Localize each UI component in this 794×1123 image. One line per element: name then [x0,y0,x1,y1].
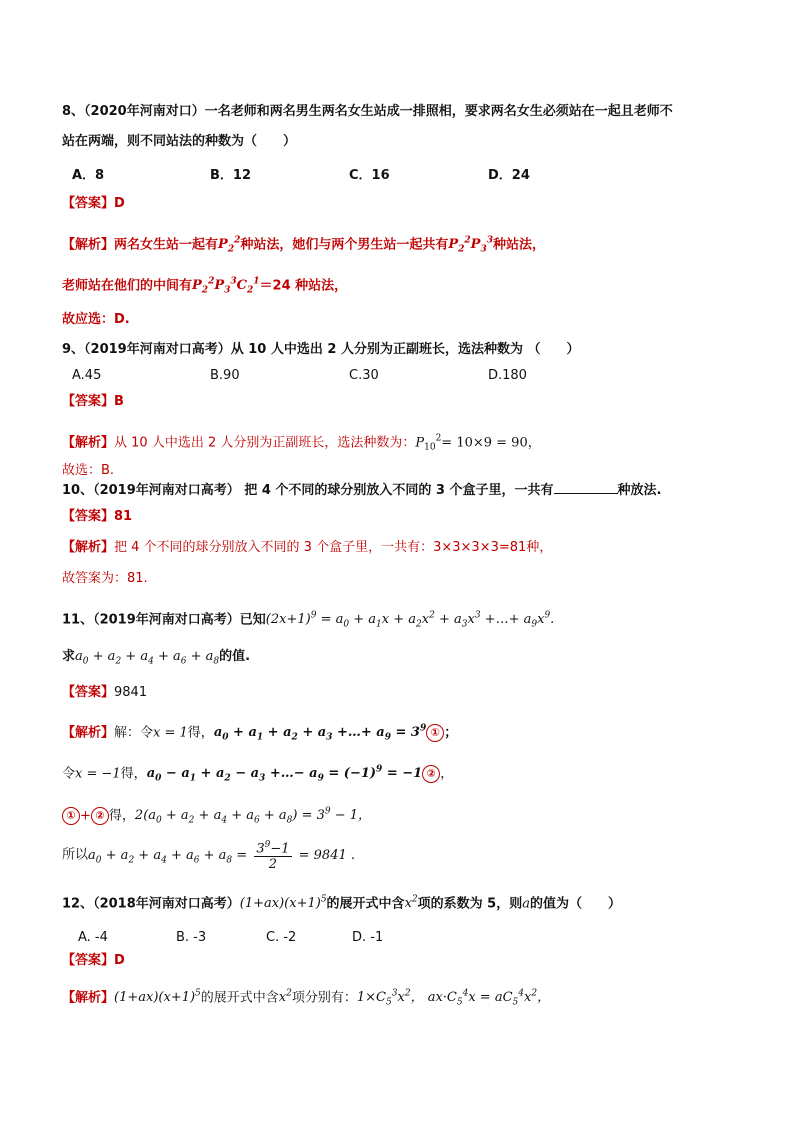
q9-stem: 9、（2019年河南对口高考）从 10 人中选出 2 人分别为正副班长，选法种数为 （ ） [62,342,580,357]
text: 项的系数为 5，则 [417,896,523,912]
analysis-tag: 【解析】 [62,540,115,555]
analysis-tag: 【解析】 [62,237,115,253]
formula-terms: $1\times C_5^3x^2$， $ax\cdot C_5^4x = aC_5^4x^2$， [356,989,551,1008]
text: 的展开式中含 [200,990,279,1006]
q10-conclusion: 故答案为：81. [62,571,148,586]
text: 的展开式中含 [326,896,405,912]
q8-analysis-line2 [62,273,347,300]
answer-value: 81 [114,509,133,524]
circle-two-mark: ② [422,765,440,783]
text: 项分别有： [291,990,357,1006]
formula-x2: $x^2$ [278,989,292,1006]
answer-value: 9841 [114,685,148,700]
formula-p102: P [415,435,425,451]
q11-analysis-line1: 【解析】解：令x = 1得，$a_0 + a_1 + a_2 + a_3$ +…+ $a_9 = 3^9$ ① ； [62,724,458,743]
text: 解：令 [114,725,154,741]
q8-option-d: D．24 [488,168,530,183]
q8-option-b: B．12 [210,168,251,183]
text: 种站法， [492,237,545,253]
q12-answer [62,952,125,970]
text: 的值. [219,649,251,664]
analysis-tag: 【解析】 [62,725,115,741]
answer-value: B [114,394,124,409]
q10-answer [62,508,132,526]
q9-option-c: C.30 [349,368,379,383]
text: 10、（2019年河南对口高考） 把 4 个不同的球分别放入不同的 3 个盒子里，一共有 [62,483,554,498]
q12-option-d: D. -1 [352,930,384,945]
q9-analysis [62,430,541,457]
q8-stem-line1: 8、（2020年河南对口）一名老师和两名男生两名女生站成一排照相，要求两名女生必须站在一起且老师不 [62,104,673,119]
answer-blank [554,481,618,494]
formula-expansion: $(2x+1)^9 = a_0 + a_1x + a_2x^2 + a_3x^3$ +…+ $a_9x^9$. [265,611,555,630]
formula-double-sum: $2(a_0 + a_2 + a_4 + a_6 + a_8) = 3^9 - 1$， [134,807,372,826]
q9-option-a: A.45 [72,368,102,383]
circle-two-mark: ② [91,807,109,825]
q11-analysis-line3: ① + ② 得，$2(a_0 + a_2 + a_4 + a_6 + a_8) = 3^9 - 1$， [62,803,371,830]
q8-stem-line2: 站在两端，则不同站法的种数为（ ） [62,134,297,149]
circle-one-mark: ① [62,807,80,825]
q11-answer [62,684,147,702]
q8-option-a: A．8 [72,168,105,183]
circle-one-mark: ① [426,724,444,742]
text: ＝24 种站法， [259,278,348,294]
q11-analysis-line4 [62,838,355,877]
q10-analysis [62,539,552,557]
formula-product: $(1+ax)(x+1)^5$ [114,989,201,1006]
text: 两名女生站一起有 [114,237,219,253]
formula-sum-all: $a_0 + a_1 + a_2 + a_3$ +…+ $a_9 = 3^9$ [213,724,427,743]
formula-xneg1: x = −1 [75,766,121,782]
q8-option-c: C．16 [349,168,390,183]
analysis-tag: 【解析】 [62,435,115,451]
formula-a: a [522,896,530,912]
text: 从 10 人中选出 2 人分别为正副班长，选法种数为： [114,435,416,451]
formula-p22: $P_2^2$ [218,236,241,255]
text: 把 4 个不同的球分别放入不同的 3 个盒子里，一共有：3×3×3×3=81种， [114,540,553,555]
q9-option-d: D.180 [488,368,527,383]
q9-answer [62,393,124,411]
formula-x1: x = 1 [153,725,188,741]
text: 12、（2018年河南对口高考） [62,896,240,912]
text: 11、（2019年河南对口高考）已知 [62,612,266,628]
answer-tag: 【答案】 [62,685,115,700]
text: = 10×9 = 90， [441,435,541,451]
q11-stem-line1 [62,607,554,634]
text: 种站法，她们与两个男生站一起共有 [240,237,449,253]
formula-x2: $x^2$ [404,895,418,912]
q12-option-b: B. -3 [176,930,207,945]
analysis-tag: 【解析】 [62,990,115,1006]
q12-option-a: A. -4 [78,930,108,945]
q8-answer [62,195,125,213]
formula-alt-sum: $a_0 - a_1 + a_2 - a_3$ +…− $a_9 = (-1)^9 = -1$ [146,765,423,784]
q9-option-b: B.90 [210,368,240,383]
answer-tag: 【答案】 [62,953,115,968]
formula-p22p33: $P_2^2P_3^3$ [448,236,493,255]
q11-stem-line2 [62,648,250,671]
text: 种放法. [617,483,662,498]
text: 得， [187,725,214,741]
q9-conclusion: 故选：B. [62,463,115,478]
text: 得， [108,808,135,824]
answer-value: D [114,953,125,968]
text: 所以 [62,847,89,863]
answer-tag: 【答案】 [62,509,115,524]
answer-tag: 【答案】 [62,196,115,211]
text: 求 [62,649,76,664]
q12-option-c: C. -2 [266,930,297,945]
fraction: $\frac{3^9-1}{2}$ [256,840,290,873]
q8-analysis-line1 [62,232,545,259]
formula-p22p33c21: $P_2^2P_3^3C_2^1$ [192,277,260,296]
answer-value: D [114,196,125,211]
formula-result: $a_0 + a_2 + a_4 + a_6 + a_8$ = $\frac{3^9-1}{2}$ = 9841 . [88,840,356,873]
q11-analysis-line2: 令x = −1得，$a_0 - a_1 + a_2 - a_3$ +…− $a_9 = (-1)^9 = -1$ ② ， [62,765,454,784]
answer-tag: 【答案】 [62,394,115,409]
text: 老师站在他们的中间有 [62,278,193,294]
formula-sum-even: $a_0 + a_2 + a_4 + a_6 + a_8$ [75,649,220,667]
text: 的值为（ ） [529,896,621,912]
formula-p102-index: $_{10}^2$ [424,434,442,453]
q10-stem [62,481,661,500]
formula-product: $(1+ax)(x+1)^5$ [239,895,327,912]
q12-analysis [62,985,550,1012]
q12-stem [62,891,621,913]
text: 得， [120,766,147,782]
text: 令 [62,766,76,782]
q8-conclusion: 故应选：D. [62,312,130,327]
